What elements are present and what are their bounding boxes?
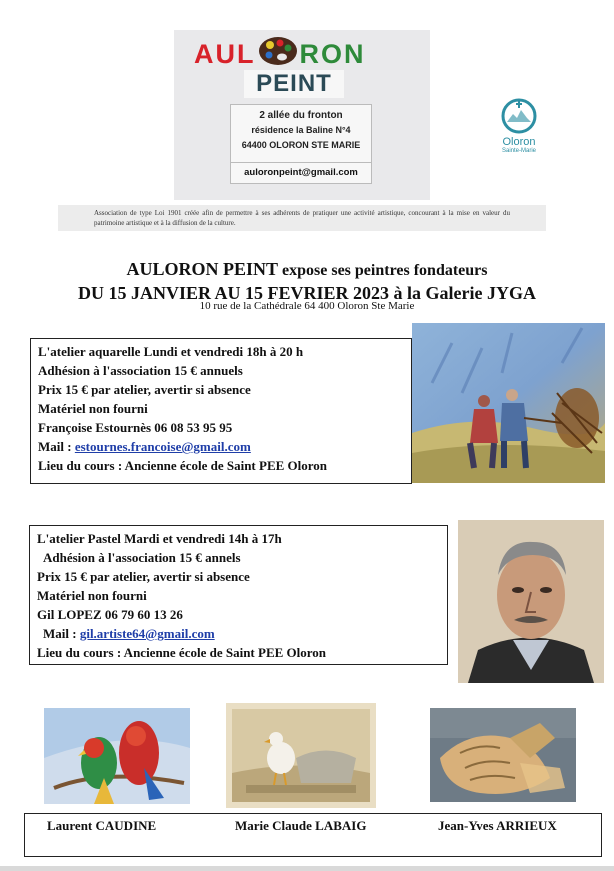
town-emblem-icon [497, 96, 541, 134]
artist-name: Laurent CAUDINE [47, 818, 157, 833]
watercolor-painting-farmers [412, 323, 605, 483]
bird-painting [226, 703, 376, 808]
bottom-divider [0, 866, 614, 871]
course-mail: Mail : gil.artiste64@gmail.com [43, 626, 215, 641]
address-line: 64400 OLORON STE MARIE [241, 140, 361, 150]
gallery-address: 10 rue de la Cathédrale 64 400 Oloron Ste Marie [199, 300, 415, 312]
logo-title: AUL RON [194, 36, 366, 70]
palette-icon [258, 36, 298, 66]
artist-name: Jean-Yves ARRIEUX [438, 818, 557, 833]
headline-text: expose ses peintres fondateurs [278, 262, 488, 279]
course-materials: Matériel non fourni [37, 588, 147, 603]
exhibition-dates: DU 15 JANVIER AU 15 FEVRIER 2023 [77, 283, 390, 303]
email-link[interactable]: estournes.francoise@gmail.com [74, 439, 251, 454]
town-subname: Sainte-Marie [501, 148, 536, 154]
course-price: Prix 15 € par atelier, avertir si absence [38, 382, 251, 397]
course-fee: Adhésion à l'association 15 € annels [43, 550, 241, 565]
watercolor-course-box [30, 338, 412, 484]
course-price: Prix 15 € par atelier, avertir si absence [37, 569, 250, 584]
oloron-town-logo [493, 96, 545, 158]
course-title: L'atelier aquarelle Lundi et vendredi 18h à 20 h [38, 344, 304, 359]
course-contact: Gil LOPEZ 06 79 60 13 26 [37, 607, 183, 622]
pastel-course-box [29, 525, 448, 665]
gallery-name: à la Galerie JYGA [389, 283, 536, 303]
brand-name: AULORON PEINT [126, 259, 279, 279]
association-description: Association de type Loi 1901 créée afin de permettre à ses adhérents de pratiquer une activité artistique, concourant à la mise en valeur du patrimoine artistique et à la diffusion de la culture. [58, 205, 546, 231]
auloron-peint-logo [174, 30, 430, 200]
artist-name: Marie Claude LABAIG [235, 818, 367, 833]
pastel-portrait-painting [458, 520, 604, 683]
course-contact: Françoise Estournès 06 08 53 95 95 [38, 420, 233, 435]
course-materials: Matériel non fourni [38, 401, 148, 416]
course-location: Lieu du cours : Ancienne école de Saint PEE Oloron [38, 458, 328, 473]
exhibition-headline [0, 258, 614, 304]
course-title: L'atelier Pastel Mardi et vendredi 14h à 17h [37, 531, 282, 546]
logo-subtitle: PEINT [244, 70, 344, 98]
parrots-watercolor-painting [44, 708, 190, 804]
town-name: Oloron [502, 136, 536, 148]
course-location: Lieu du cours : Ancienne école de Saint PEE Oloron [37, 645, 327, 660]
artist-names-box [24, 813, 602, 857]
address-line: 2 allée du fronton [259, 110, 343, 121]
address-block [230, 104, 372, 164]
course-fee: Adhésion à l'association 15 € annuels [38, 363, 243, 378]
address-line: résidence la Baline N°4 [251, 125, 351, 135]
hands-painting [430, 708, 576, 802]
course-mail: Mail : estournes.francoise@gmail.com [38, 439, 251, 454]
email-link[interactable]: gil.artiste64@gmail.com [79, 626, 215, 641]
contact-email: auloronpeint@gmail.com [230, 162, 372, 184]
